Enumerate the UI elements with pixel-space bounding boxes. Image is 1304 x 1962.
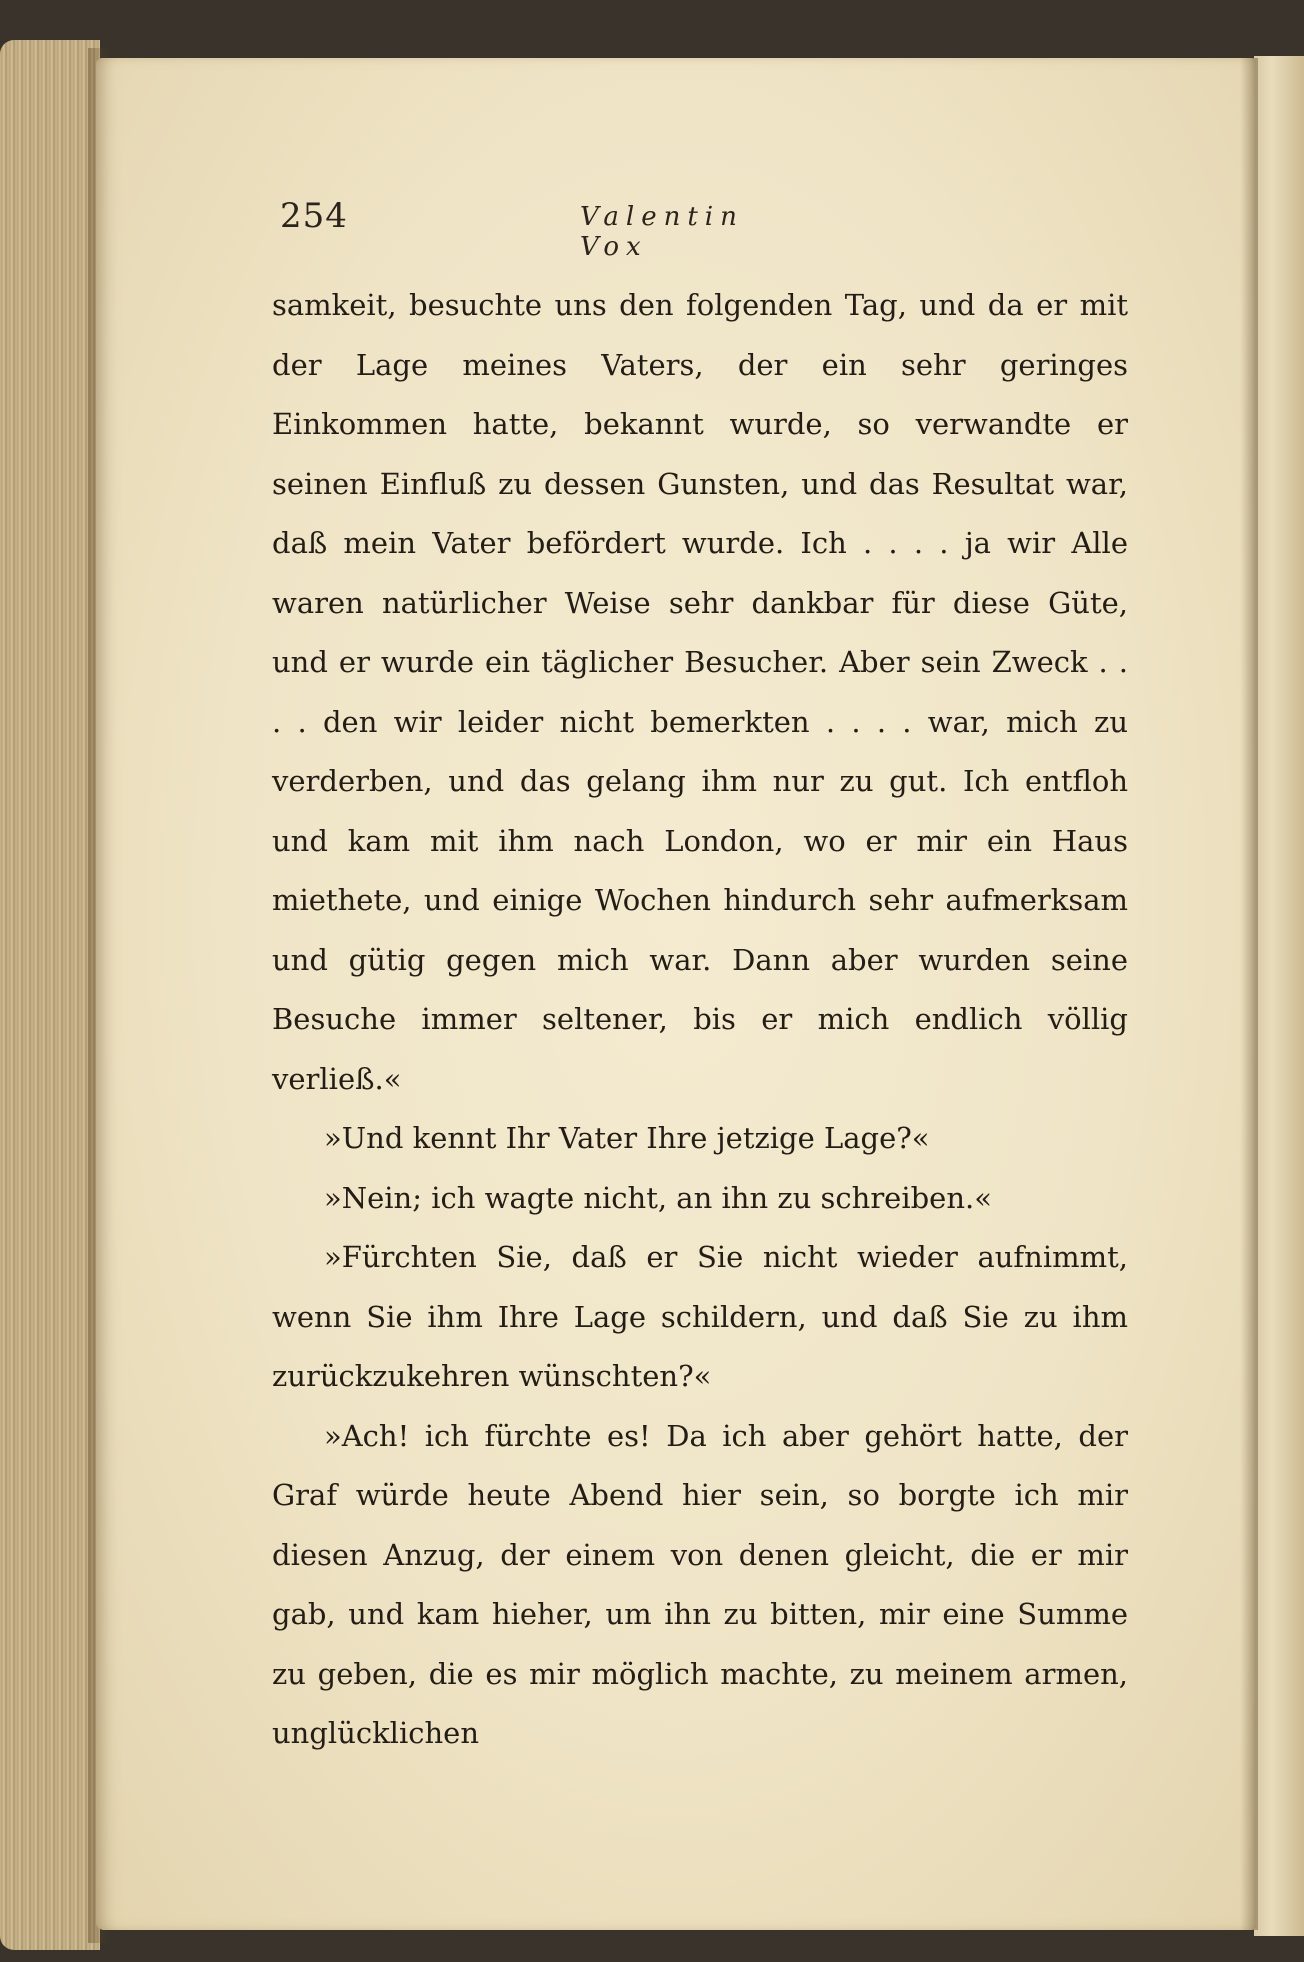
paragraph: samkeit, besuchte uns den folgenden Tag, und da er mit der Lage meines Vaters, der ein sehr geringes Einkommen hatte, bekannt wurde, so verwandte er seinen Einfluß zu dessen Gunsten, und das Resultat war, daß mein Vater befördert wurde. Ich . . . . ja wir Alle waren natürlicher Weise sehr dankbar für diese Güte, und er wurde ein täglicher Besucher. Aber sein Zweck . . . . den wir leider nicht bemerkten . . . . war, mich zu verderben, und das gelang ihm nur zu gut. Ich entfloh und kam mit ihm nach London, wo er mir ein Haus miethete, und einige Wochen hindurch sehr aufmerksam und gütig gegen mich war. Dann aber wurden seine Besuche immer seltener, bis er mich endlich völlig verließ.« bbox=[272, 288, 1128, 1096]
page-curl-shadow bbox=[1240, 58, 1258, 1930]
paragraph: »Ach! ich fürchte es! Da ich aber gehört hatte, der Graf würde heute Abend hier sein, so borgte ich mir diesen Anzug, der einem von denen gleicht, die er mir gab, und kam hieher, um ihn zu bitten, mir eine Summe zu geben, die es mir möglich machte, zu meinem armen, unglücklichen bbox=[272, 1418, 1128, 1750]
facing-page-edge bbox=[1254, 56, 1304, 1936]
page-header bbox=[280, 196, 820, 262]
paragraph: »Fürchten Sie, daß er Sie nicht wieder aufnimmt, wenn Sie ihm Ihre Lage schildern, und daß Sie zu ihm zurückzukehren wünschten?« bbox=[272, 1240, 1128, 1393]
page-edges bbox=[0, 40, 100, 1950]
body-text bbox=[272, 276, 1128, 1764]
running-title: Valentin Vox bbox=[580, 202, 744, 262]
paragraph: »Nein; ich wagte nicht, an ihn zu schreiben.« bbox=[324, 1180, 992, 1215]
paragraph: »Und kennt Ihr Vater Ihre jetzige Lage?« bbox=[324, 1121, 930, 1155]
page-number: 254 bbox=[280, 196, 348, 236]
